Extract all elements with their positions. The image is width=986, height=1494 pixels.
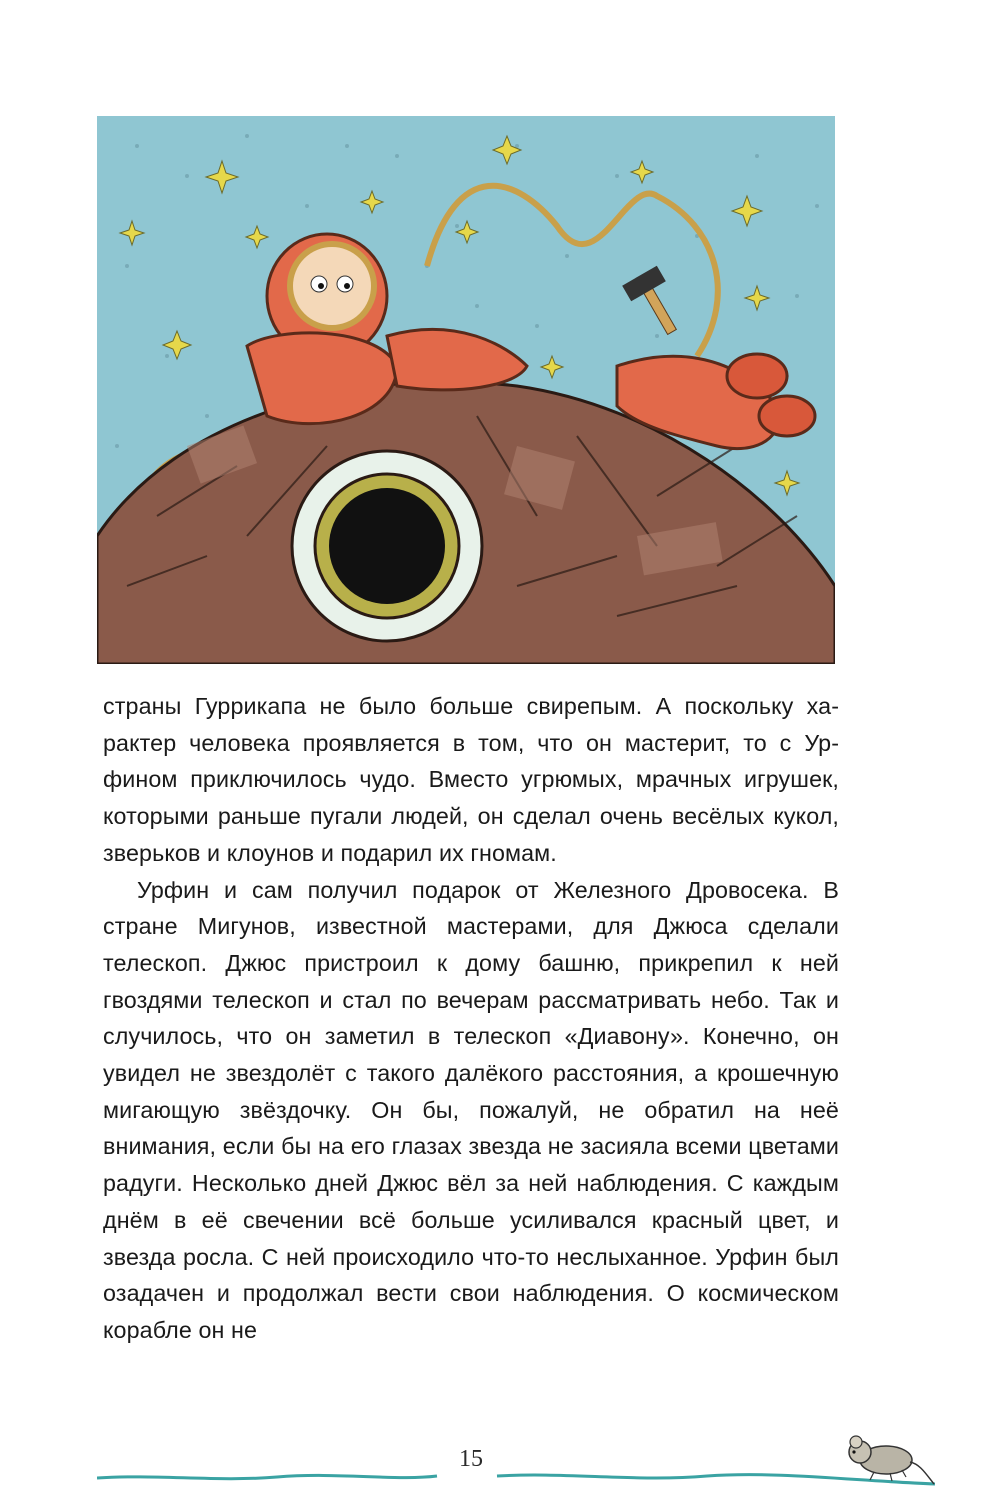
mouse-icon: [838, 1428, 938, 1488]
paragraph: Урфин и сам получил подарок от Железного Дровосека. В стране Мигунов, известной мастерами, для Джюса сделали телескоп. Джюс пристроил к дому башню, прикрепил к ней гвоздями телескоп и стал по вечерам рассматривать небо. Так и случилось, что он заметил в телескоп «Диавону». Конечно, он увидел не звездолёт с такого далёкого расстояния, а крошечную мигающую звёздочку. Он бы, пожалуй, не обратил на неё внимания, если бы на его глазах звезда не засияла всеми цветами радуги. Несколько дней Джюс вёл за ней наблюдения. С каждым днём в её свечении всё больше усиливался красный цвет, и звезда росла. С ней происходило что-то неслыханное. Урфин был озадачен и продолжал вести свои наблюдения. О космическом корабле он не: [103, 876, 839, 1343]
page-number: 15: [459, 1446, 483, 1472]
paragraph: страны Гуррикапа не было больше свирепым. А поскольку характер человека проявляется в том, что он мастерит, то с Урфином приключилось чудо. Вместо угрюмых, мрачных игрушек, которыми раньше пугали людей, он сделал очень весёлых кукол, зверьков и клоунов и подарил их гномам.: [103, 693, 839, 866]
body-text: [103, 688, 839, 1349]
footer-rule: [97, 1464, 935, 1494]
illustration: [97, 116, 835, 664]
astronaut-on-spaceship-illustration: [97, 116, 835, 664]
